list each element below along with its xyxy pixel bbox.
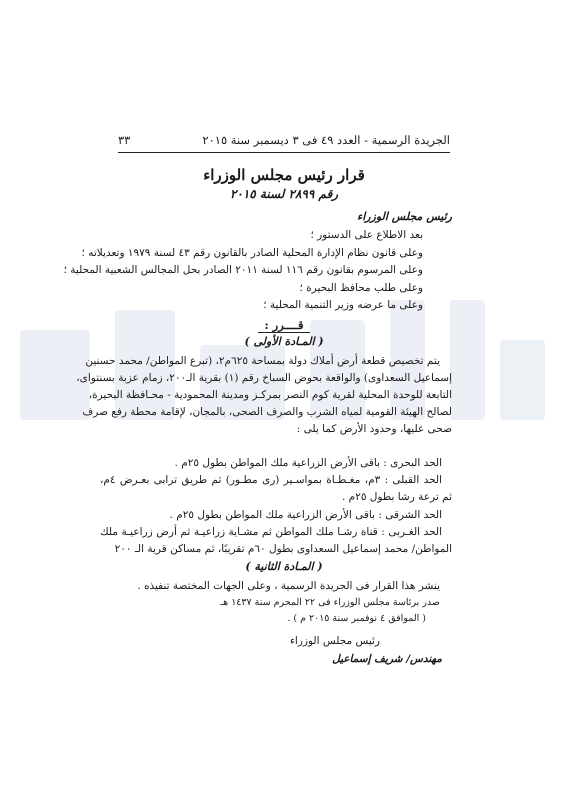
header-divider xyxy=(118,152,450,153)
publication-clause: ينشر هذا القرار فى الجريدة الرسمية ، وعلى الجهات المختصة تنفيذه . xyxy=(137,580,440,592)
border-line: الحد الشرقى : باقى الأرض الزراعية ملك المواطن بطول ٢٥م . xyxy=(169,508,442,521)
preamble-line: بعد الاطلاع على الدستور ؛ xyxy=(310,229,423,241)
article-1-line: يتم تخصيص قطعة أرض أملاك دولة بمساحة ٦٢٥م٢، (تبرع المواطن/ محمد حسنين xyxy=(85,355,440,367)
decided-label: قــــرر : xyxy=(258,318,309,333)
preamble-line: وعلى المرسوم بقانون رقم ١١٦ لسنة ٢٠١١ الصادر بحل المجالس الشعبية المحلية ؛ xyxy=(63,264,423,277)
signatory-title: رئيس مجلس الوزراء xyxy=(289,635,380,647)
preamble-line: وعلى طلب محافظ البحيرة ؛ xyxy=(299,281,423,294)
speaker-heading: رئيس مجلس الوزراء xyxy=(357,210,452,223)
signature-block xyxy=(250,632,450,668)
article-1-body xyxy=(76,353,452,438)
preamble-line: وعلى ما عرضه وزير التنمية المحلية ؛ xyxy=(263,299,423,312)
page-number: ٣٣ xyxy=(118,133,131,147)
gazette-issue-line: الجريدة الرسمية - العدد ٤٩ فى ٣ ديسمبر سنة ٢٠١٥ xyxy=(202,133,450,147)
issue-date-hijri: صدر برئاسة مجلس الوزراء فى ٢٢ المحرم سنة ١٤٣٧ هـ xyxy=(220,597,440,608)
land-borders xyxy=(100,455,452,558)
preamble xyxy=(63,227,423,315)
article-1-line: صحى عليها، وحدود الأرض كما يلى : xyxy=(296,423,452,435)
preamble-line: وعلى قانون نظام الإدارة المحلية الصادر بالقانون رقم ٤٣ لسنة ١٩٧٩ وتعديلاته ؛ xyxy=(81,246,423,259)
decided-heading xyxy=(118,318,450,332)
article-2-title: ( المـادة الثانية ) xyxy=(245,560,323,573)
running-header xyxy=(118,130,450,150)
article-1-title: ( المـادة الأولى ) xyxy=(244,335,324,348)
border-line: ثم ترعة رشا بطول ٢٥م . xyxy=(342,491,452,504)
decree-title: قرار رئيس مجلس الوزراء xyxy=(203,166,365,184)
issue-date-gregorian: ( الموافق ٤ نوفمبر سنة ٢٠١٥ م ) . xyxy=(287,613,426,624)
article-1-line: لصالح الهيئة القومية لمياه الشرب والصرف الصحى، بالمجان، لإقامة محطة رفع صرف xyxy=(82,406,452,418)
article-1-line: إسماعيل السعداوى) والواقعة بحوض السباخ رقم (١) بقرية الـ٢٠٠، زمام عزبة بسنتواى، xyxy=(76,372,452,384)
border-line: الحد القبلى : ٣م، مغـطـاة بمواسـير (رى مطـور) ثم طريق ترابى بعـرض ٤م، xyxy=(100,474,442,487)
border-line: الحد الغـربى : قناة رشـا ملك المواطن ثم مشـاية زراعيـة ثم أرض زراعيـة ملك xyxy=(100,525,442,538)
article-2-body xyxy=(100,578,452,626)
border-line: الحد البحرى : باقى الأرض الزراعية ملك المواطن بطول ٢٥م . xyxy=(174,457,442,469)
border-line: المواطن/ محمد إسماعيل السعداوى بطول ٦٠م تقريبًا، ثم مساكن قرية الـ ٢٠٠ xyxy=(114,542,452,555)
signatory-name: مهندس/ شريف إسماعيل xyxy=(332,653,442,665)
article-1-line: التابعة للوحدة المحلية لقرية كوم النصر بمركـز ومدينة المحمودية - محـافظة البحيرة، xyxy=(88,389,452,401)
decree-number: رقم ٢٨٩٩ لسنة ٢٠١٥ xyxy=(229,187,339,201)
